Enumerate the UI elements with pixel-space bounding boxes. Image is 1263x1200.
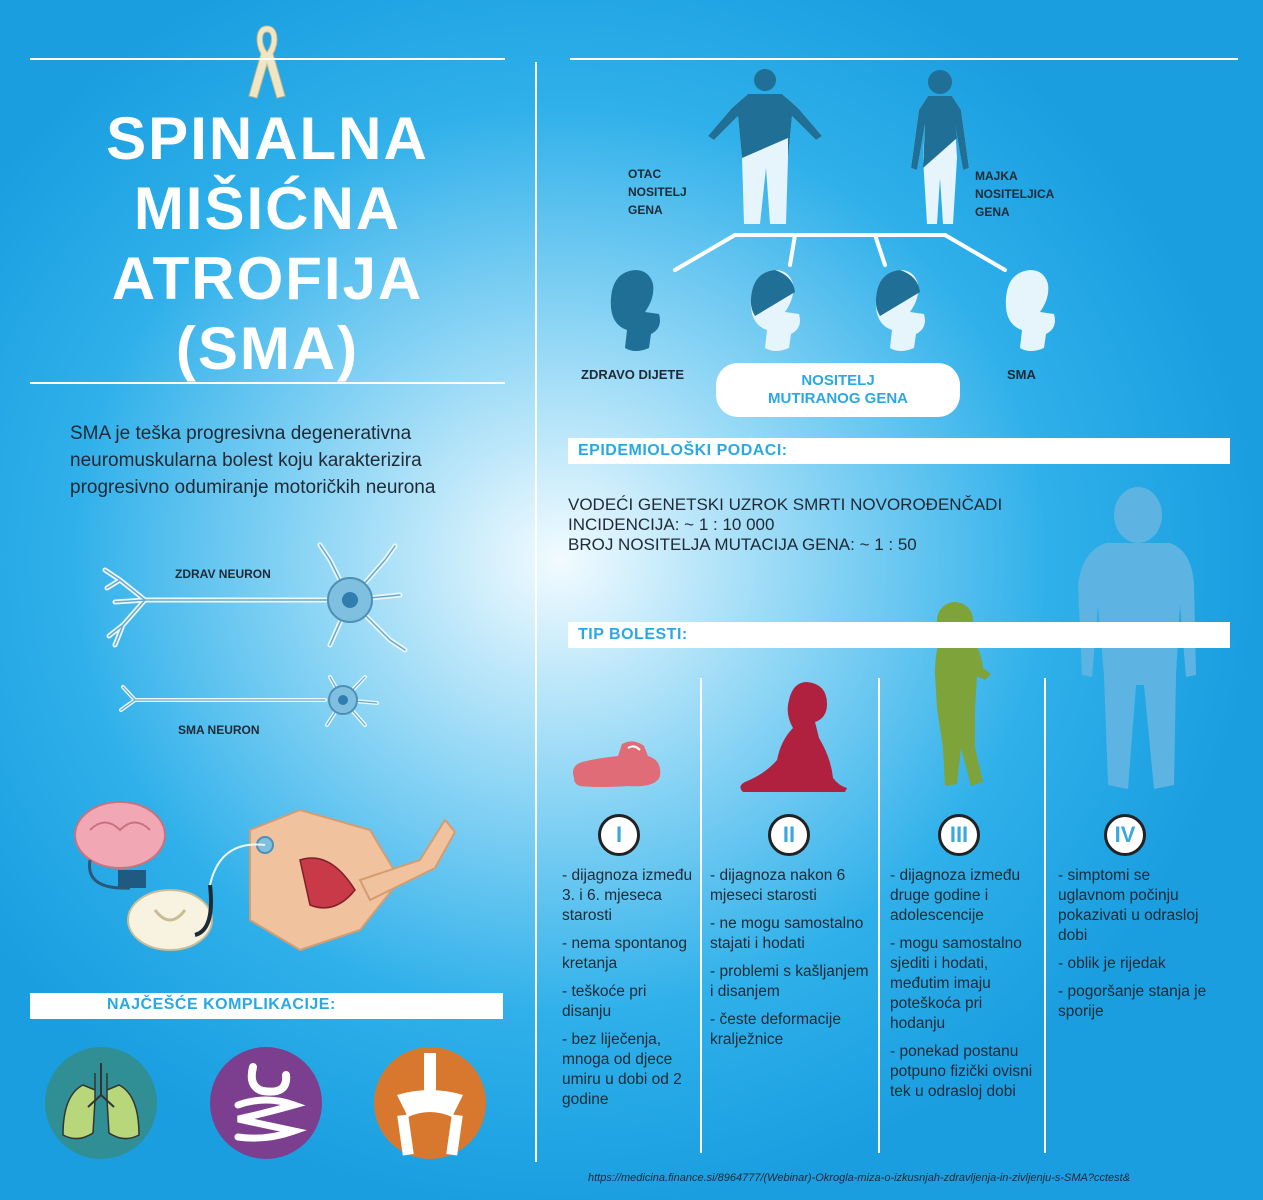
father-label-2: NOSITELJ: [628, 185, 687, 199]
type4-numeral: IV: [1104, 814, 1146, 856]
mother-figure: [895, 68, 985, 228]
type2-description: [710, 866, 870, 1058]
healthy-neuron-illustration: [95, 540, 415, 660]
stomach-intestine-icon: [208, 1045, 324, 1161]
type3-numeral: III: [938, 814, 980, 856]
type1-infant-silhouette: [568, 738, 666, 790]
carrier-label-1: NOSITELJ: [801, 372, 875, 389]
healthy-neuron-label: ZDRAV NEURON: [175, 567, 271, 581]
type2-sitting-child-silhouette: [735, 678, 851, 794]
title-line-4: (SMA): [175, 315, 360, 382]
disease-types-heading: TIP BOLESTI:: [578, 626, 688, 643]
epidemiology-text: [568, 495, 1002, 555]
type-divider-2: [878, 678, 880, 1153]
type4-point: - oblik je rijedak: [1058, 955, 1166, 972]
carrier-embryo-2: [870, 268, 930, 356]
column-divider: [535, 62, 537, 1162]
type2-point: - problemi s kašljanjem i disanjem: [710, 963, 869, 1000]
title-bottom-divider: [30, 382, 505, 384]
nervous-system-illustration: [70, 790, 460, 965]
type2-point: - česte deformacije kralježnice: [710, 1011, 841, 1048]
type4-description: [1058, 866, 1208, 1030]
type3-point: - mogu samostalno sjediti i hodati, međutim imaju poteškoća pri hodanju: [890, 935, 1022, 1032]
title-line-3: ATROFIJA: [111, 245, 424, 312]
type1-point: - bez liječenja, mnoga od djece umiru u dobi od 2 godine: [562, 1031, 682, 1108]
type2-point: - dijagnoza nakon 6 mjeseci starosti: [710, 867, 846, 904]
healthy-child-label: ZDRAVO DIJETE: [581, 367, 685, 382]
title-top-divider: [30, 58, 505, 60]
type1-point: - nema spontanog kretanja: [562, 935, 687, 972]
type2-point: - ne mogu samostalno stajati i hodati: [710, 915, 864, 952]
mother-label-3: GENA: [975, 205, 1010, 219]
type4-point: - simptomi se uglavnom počinju pokazivati u odrasloj dobi: [1058, 867, 1199, 944]
type4-point: - pogoršanje stanja je sporije: [1058, 983, 1207, 1020]
type1-point: - teškoće pri disanju: [562, 983, 647, 1020]
type3-point: - ponekad postanu potpuno fizički ovisni tek u odrasloj dobi: [890, 1043, 1033, 1100]
carrier-embryo-1: [745, 268, 805, 356]
mother-label-1: MAJKA: [975, 169, 1018, 183]
complications-heading: NAJČEŠĆE KOMPLIKACIJE:: [107, 996, 336, 1013]
carrier-label-2: MUTIRANOG GENA: [768, 390, 908, 407]
epidemiology-line-1: VODEĆI GENETSKI UZROK SMRTI NOVOROĐENČADI: [568, 495, 1003, 514]
sma-child-label: SMA: [1007, 367, 1036, 382]
sma-embryo: [1000, 268, 1060, 356]
type-divider-1: [700, 678, 702, 1153]
type-divider-3: [1044, 678, 1046, 1153]
type1-point: - dijagnoza između 3. i 6. mjeseca starosti: [562, 867, 693, 924]
title-line-2: MIŠIĆNA: [133, 175, 402, 242]
type1-numeral: I: [598, 814, 640, 856]
healthy-child-embryo: [605, 268, 665, 356]
intro-text: SMA je teška progresivna degenerativna neuromuskularna bolest koju karakterizira progresivno odumiranje motoričkih neurona: [70, 423, 436, 498]
mother-label-2: NOSITELJICA: [975, 187, 1055, 201]
type3-description: [890, 866, 1038, 1110]
lungs-icon: [43, 1045, 159, 1161]
type2-numeral: II: [768, 814, 810, 856]
father-label-3: GENA: [628, 203, 663, 217]
title-line-1: SPINALNA: [106, 105, 429, 172]
inheritance-top-divider: [570, 58, 1238, 60]
epidemiology-line-3: BROJ NOSITELJA MUTACIJA GENA: ~ 1 : 50: [568, 535, 917, 554]
epidemiology-heading: EPIDEMIOLOŠKI PODACI:: [578, 442, 788, 459]
hip-bones-icon: [372, 1045, 488, 1161]
source-url: https://medicina.finance.si/8964777/(Webinar)-Okrogla-miza-o-izkusnjah-zdravljenja-in-zivljenju-s-SMA?cctest&: [588, 1172, 1131, 1184]
father-figure: [700, 68, 830, 228]
inheritance-branch-lines: [660, 225, 1020, 285]
carrier-label-pill: [716, 363, 960, 417]
type3-point: - dijagnoza između druge godine i adolescencije: [890, 867, 1021, 924]
sma-neuron-label: SMA NEURON: [178, 723, 260, 737]
epidemiology-line-2: INCIDENCIJA: ~ 1 : 10 000: [568, 515, 775, 534]
father-label-1: OTAC: [628, 167, 662, 181]
type1-description: [562, 866, 694, 1118]
